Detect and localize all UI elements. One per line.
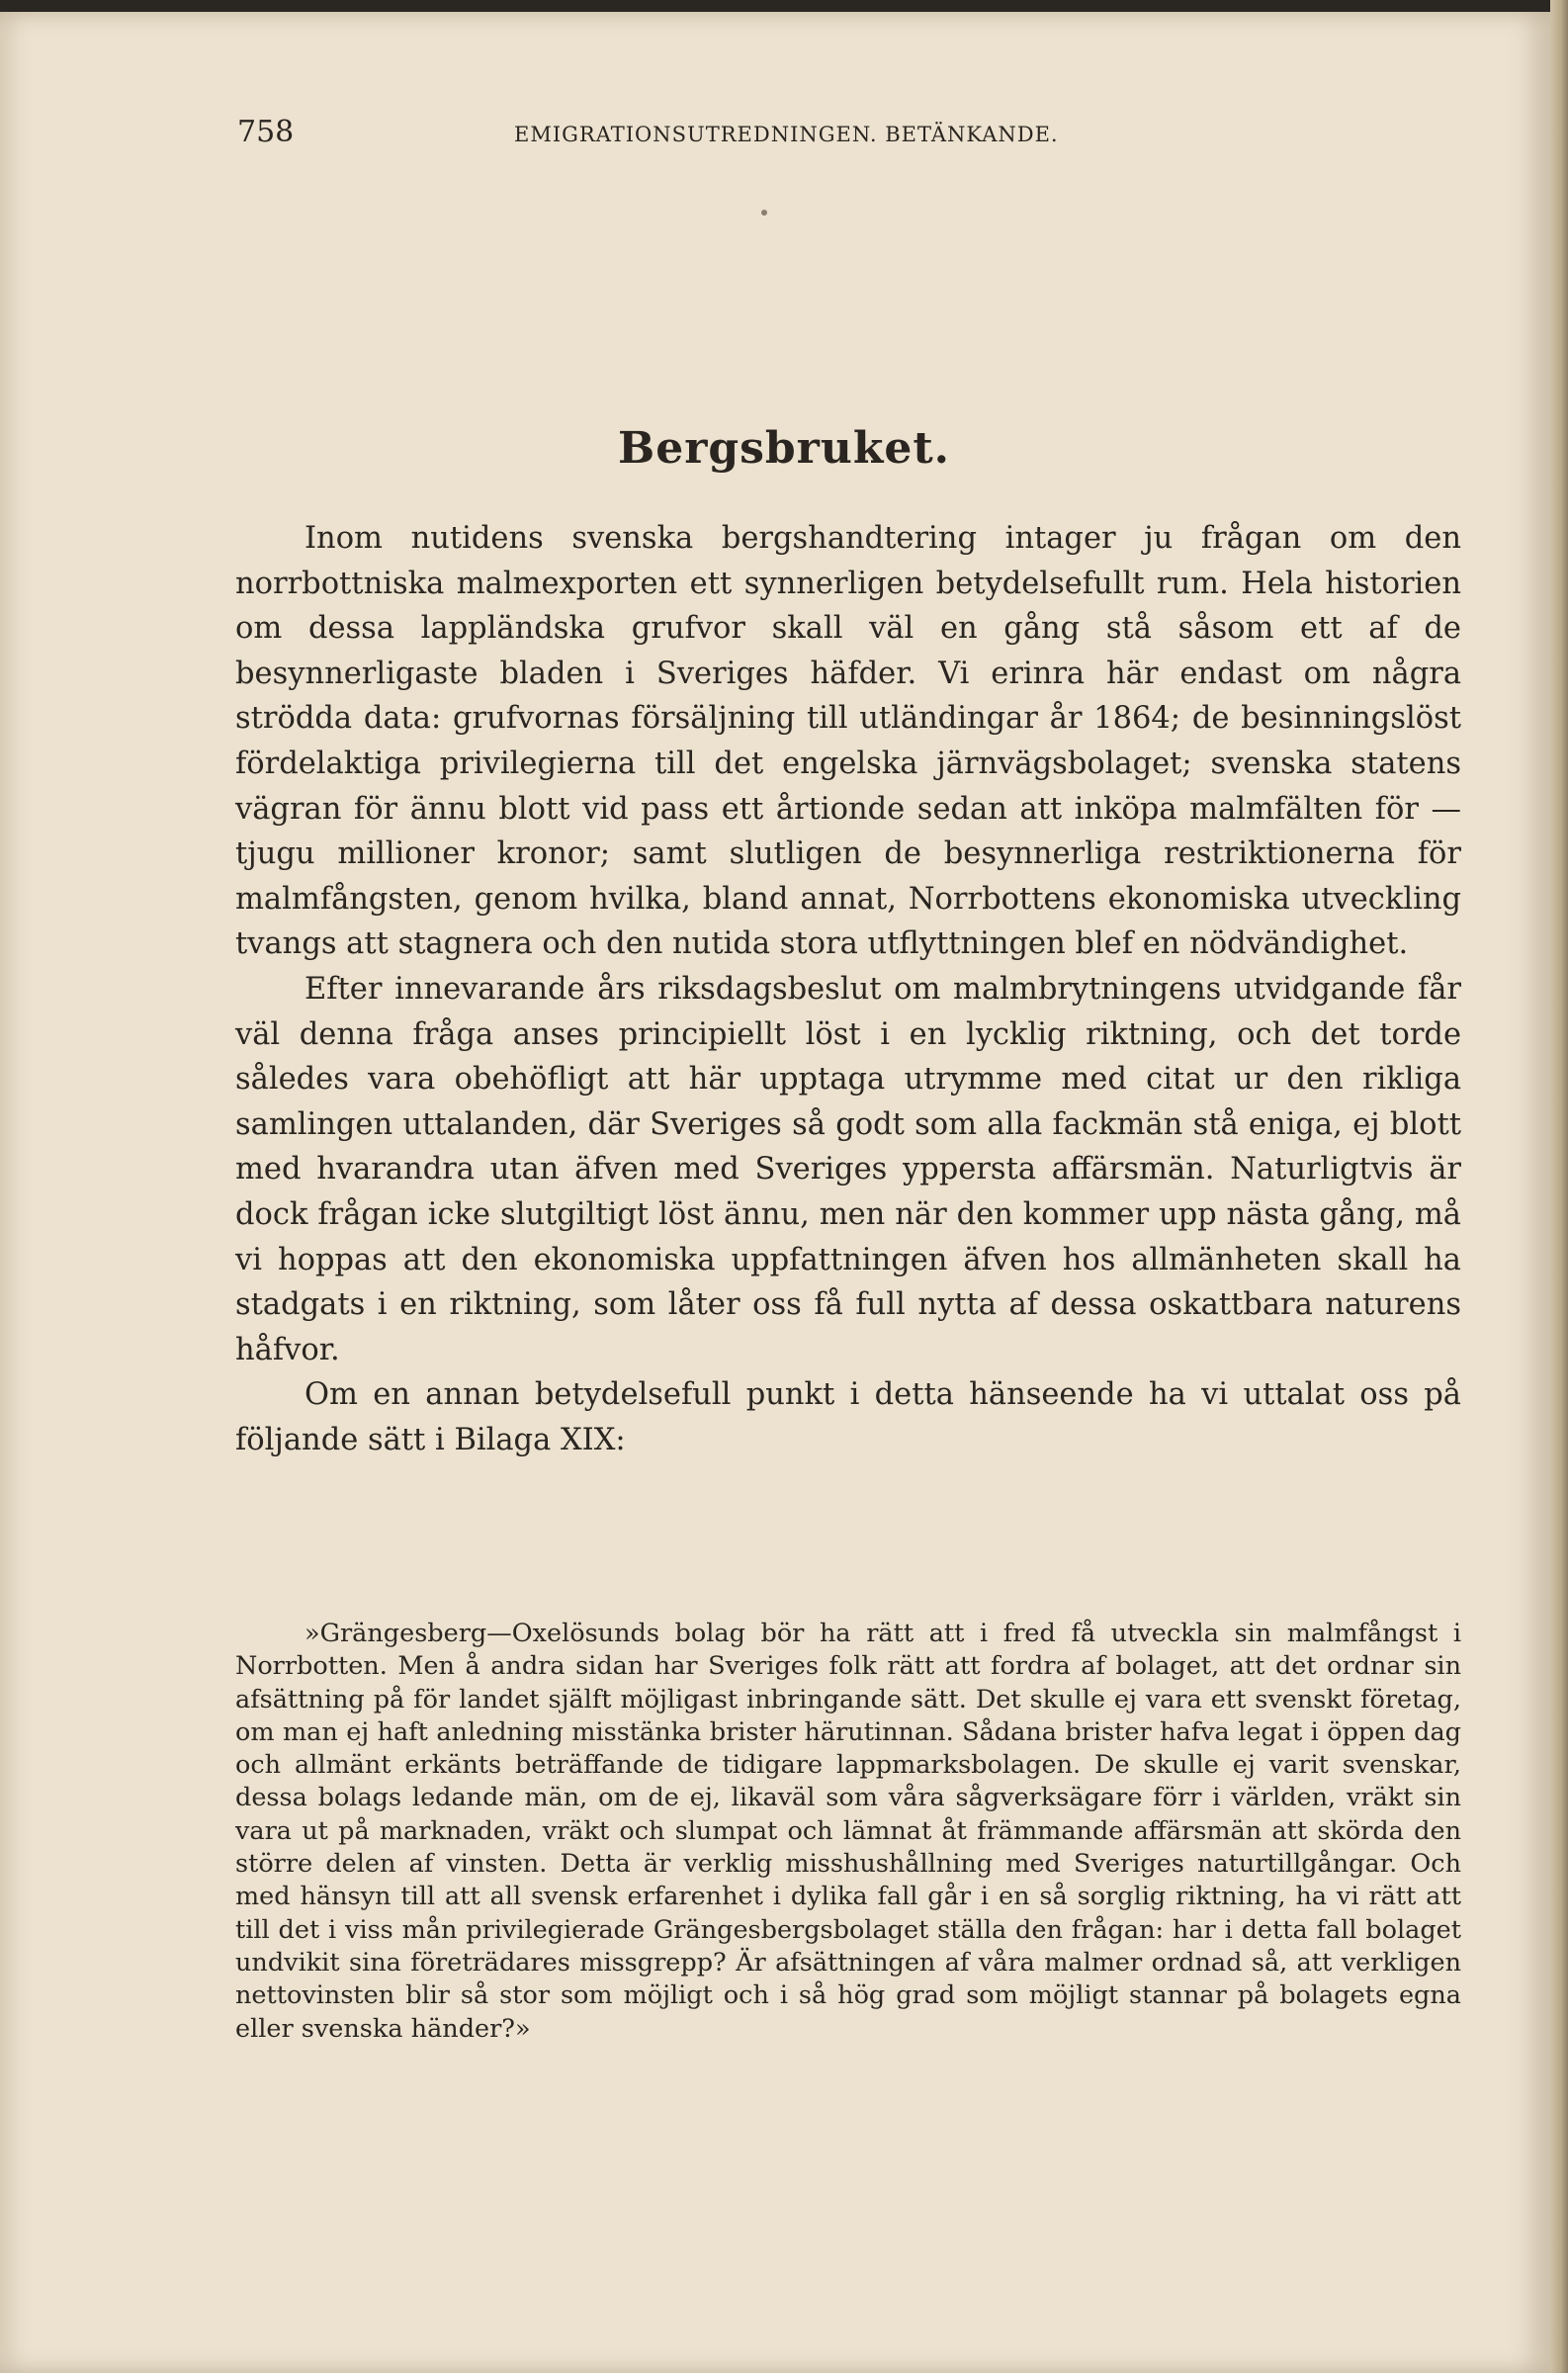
paragraph: Efter innevarande års riksdagsbeslut om malmbrytningens utvidgande får väl denna fråga anses principiellt löst i en lycklig riktning, och det torde således vara obehöfligt att här upptaga utrymme med citat ur den rikliga samlingen uttalanden, där Sveriges så godt som alla fackmän stå eniga, ej blott med hvarandra utan äfven med Sveriges yppersta affärsmän. Naturligtvis är dock frågan icke slutgiltigt löst ännu, men när den kommer upp nästa gång, må vi hoppas att den ekonomiska uppfattningen äfven hos allmänheten skall ha stadgats i en riktning, som låter oss få full nytta af dessa oskattbara naturens håfvor. [235, 971, 1461, 1367]
quote-text: »Grängesberg—Oxelösunds bolag bör ha rätt att i fred få utveckla sin malmfångst i Norrbotten. Men å andra sidan har Sveriges folk rätt att fordra af bolaget, att det ordnar sin afsättning på för landet själft möjligast inbringande sätt. Det skulle ej vara ett svenskt företag, om man ej haft anledning misstänka brister härutinnan. Sådana brister hafva legat i öppen dag och allmänt erkänts beträffande de tidigare lappmarksbolagen. De skulle ej varit svenskar, dessa bolags ledande män, om de ej, likaväl som våra sågverksägare förr i världen, vräkt sin vara ut på marknaden, vräkt och slumpat och lämnat åt främmande affärsmän att skörda den större delen af vinsten. Detta är verklig misshushållning med Sveriges naturtillgångar. Och med hänsyn till att all svensk erfarenhet i dylika fall går i en så sorglig riktning, ha vi rätt att till det i viss mån privilegierade Grängesbergsbolaget ställa den frågan: har i detta fall bolaget undvikit sina företrädares missgrepp? Är afsättningen af våra malmer ordnad så, att verkligen nettovinsten blir så stor som möjligt och i så hög grad som möjligt stannar på bolagets egna eller svenska händer?» [235, 1619, 1461, 2044]
document-page [0, 12, 1550, 2373]
page-header [237, 115, 1443, 164]
paragraph: Inom nutidens svenska bergshandtering intager ju frågan om den norrbottniska malmexporten ett synnerligen betydelsefullt rum. Hela historien om dessa lappländska grufvor skall väl en gång stå såsom ett af de besynnerligaste bladen i Sveriges häfder. Vi erinra här endast om några strödda data: grufvornas försäljning till utländingar år 1864; de besinningslöst fördelaktiga privilegierna till det engelska järnvägsbolaget; svenska statens vägran för ännu blott vid pass ett årtionde sedan att inköpa malmfälten för — tjugu millioner kronor; samt slutligen de besynnerliga restriktionerna för malmfångsten, genom hvilka, bland annat, Norrbottens ekonomiska utveckling tvangs att stagnera och den nutida stora utflyttningen blef en nödvändighet. [235, 521, 1461, 962]
page-number: 758 [237, 115, 295, 149]
section-title: Bergsbruket. [618, 423, 950, 474]
paragraph: Om en annan betydelsefull punkt i detta hänseende ha vi uttalat oss på följande sätt i Bilaga XIX: [235, 1377, 1461, 1457]
print-speck [761, 210, 767, 216]
page-edge [1550, 0, 1568, 2373]
body-text [235, 516, 1461, 1462]
block-quote [235, 1618, 1461, 2046]
running-head: EMIGRATIONSUTREDNINGEN. BETÄNKANDE. [514, 123, 1059, 146]
